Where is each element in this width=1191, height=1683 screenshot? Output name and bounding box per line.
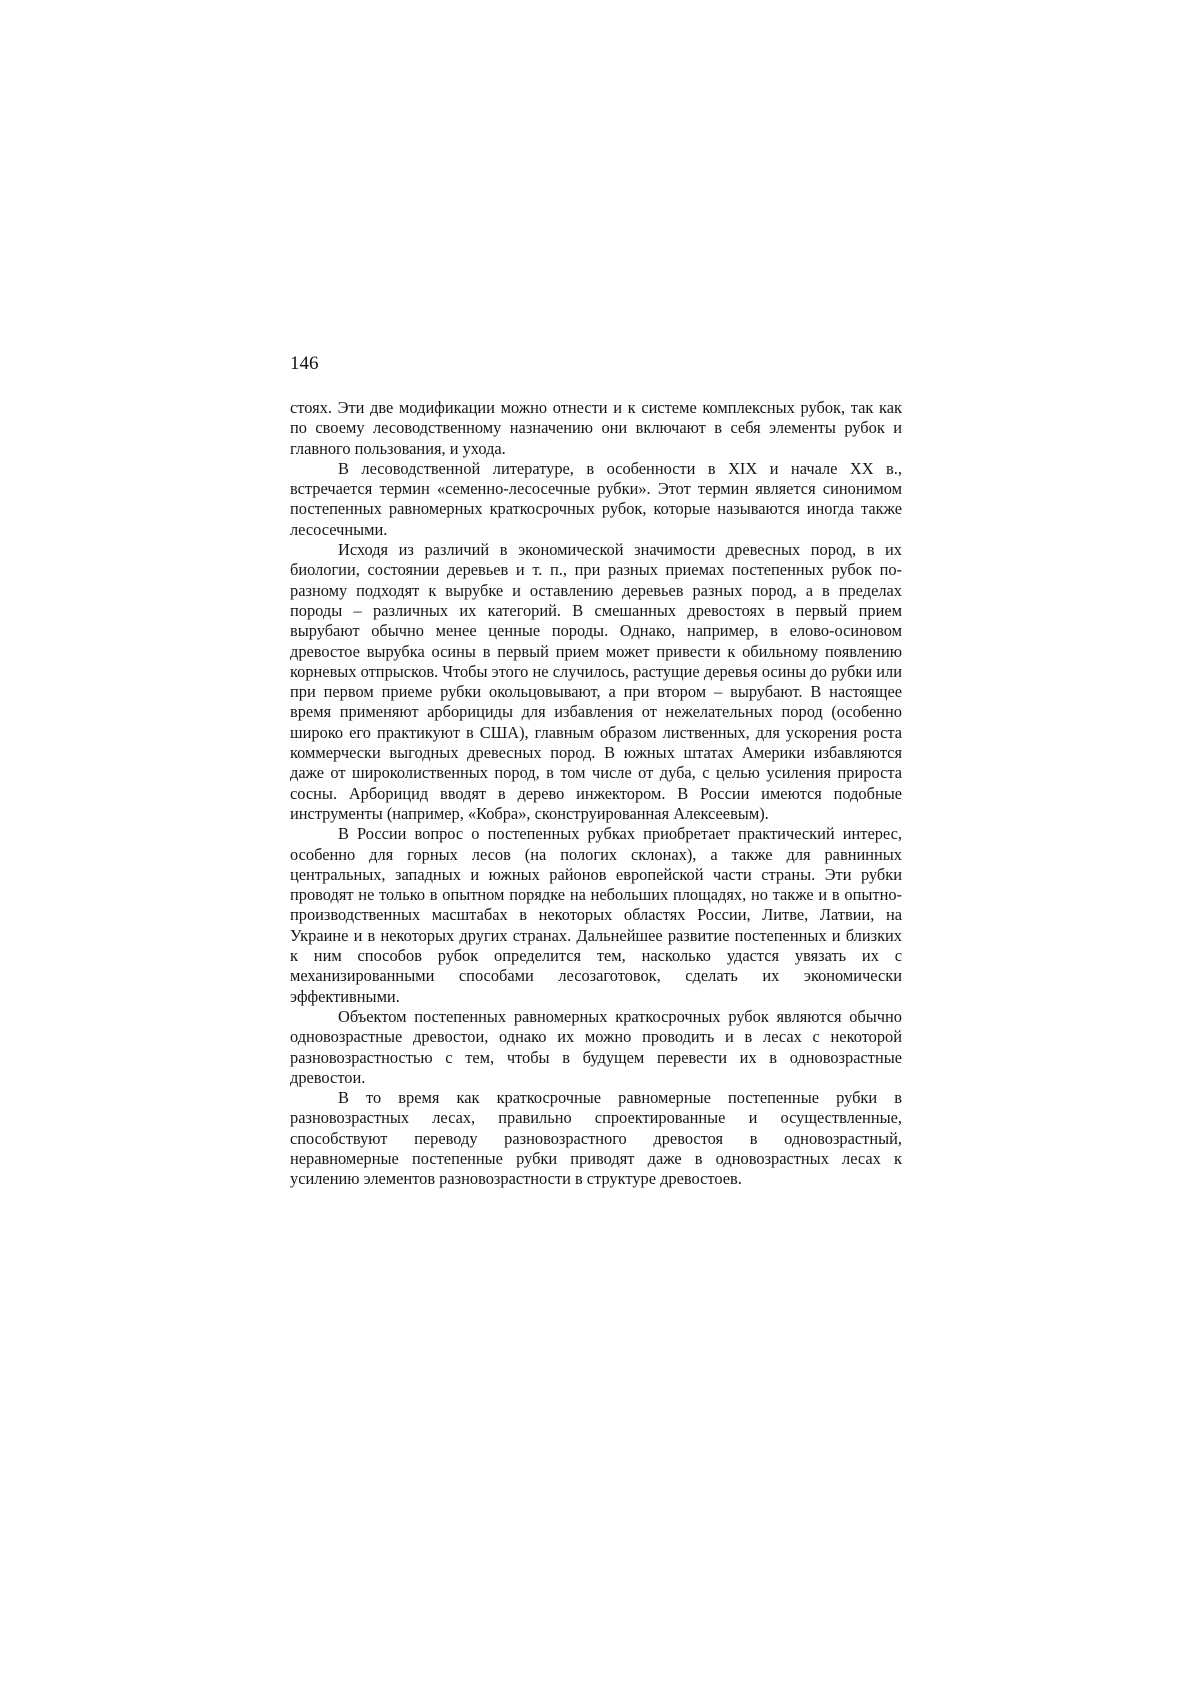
paragraph-2: В лесоводственной литературе, в особенности в XIX и начале XX в., встречается термин «семенно-лесосечные рубки». Этот термин является синонимом постепенных равномерных краткосрочных рубок, которые называются иногда также лесосечными. — [290, 458, 902, 539]
page-number: 146 — [290, 353, 319, 374]
paragraph-5: Объектом постепенных равномерных краткосрочных рубок являются обычно одновозрастные древостои, однако их можно проводить и в лесах с некоторой разновозрастностью с тем, чтобы в будущем перевести их в одновозрастные древостои. — [290, 1006, 902, 1087]
body-text — [290, 398, 902, 1190]
paragraph-1: стоях. Эти две модификации можно отнести и к системе комплексных рубок, так как по своему лесоводственному назначению они включают в себя элементы рубок и главного пользования, и ухода. — [290, 398, 902, 458]
paragraph-4: В России вопрос о постепенных рубках приобретает практический интерес, особенно для горных лесов (на пологих склонах), а также для равнинных центральных, западных и южных районов европейской части страны. Эти рубки проводят не только в опытном порядке на небольших площадях, но также и в опытно-производственных масштабах в некоторых областях России, Литве, Латвии, на Украине и в некоторых других странах. Дальнейшее развитие постепенных и близких к ним способов рубок определится тем, насколько удастся увязать их с механизированными способами лесозаготовок, сделать их экономически эффективными. — [290, 824, 902, 1006]
paragraph-3: Исходя из различий в экономической значимости древесных пород, в их биологии, состоянии деревьев и т. п., при разных приемах постепенных рубок по-разному подходят к вырубке и оставлению деревьев разных пород, а в пределах породы – различных их категорий. В смешанных древостоях в первый прием вырубают обычно менее ценные породы. Однако, например, в елово-осиновом древостое вырубка осины в первый прием может привести к обильному появлению корневых отпрысков. Чтобы этого не случилось, растущие деревья осины до рубки или при первом приеме рубки окольцовывают, а при втором – вырубают. В настоящее время применяют арборициды для избавления от нежелательных пород (особенно широко его практикуют в США), главным образом лиственных, для ускорения роста коммерчески выгодных древесных пород. В южных штатах Америки избавляются даже от широколиственных пород, в том числе от дуба, с целью усиления прироста сосны. Арборицид вводят в дерево инжектором. В России имеются подобные инструменты (например, «Кобра», сконструированная Алексеевым). — [290, 540, 902, 823]
paragraph-6: В то время как краткосрочные равномерные постепенные рубки в разновозрастных лесах, правильно спроектированные и осуществленные, способствуют переводу разновозрастного древостоя в одновозрастный, неравномерные постепенные рубки приводят даже в одновозрастных лесах к усилению элементов разновозрастности в структуре древостоев. — [290, 1088, 902, 1189]
